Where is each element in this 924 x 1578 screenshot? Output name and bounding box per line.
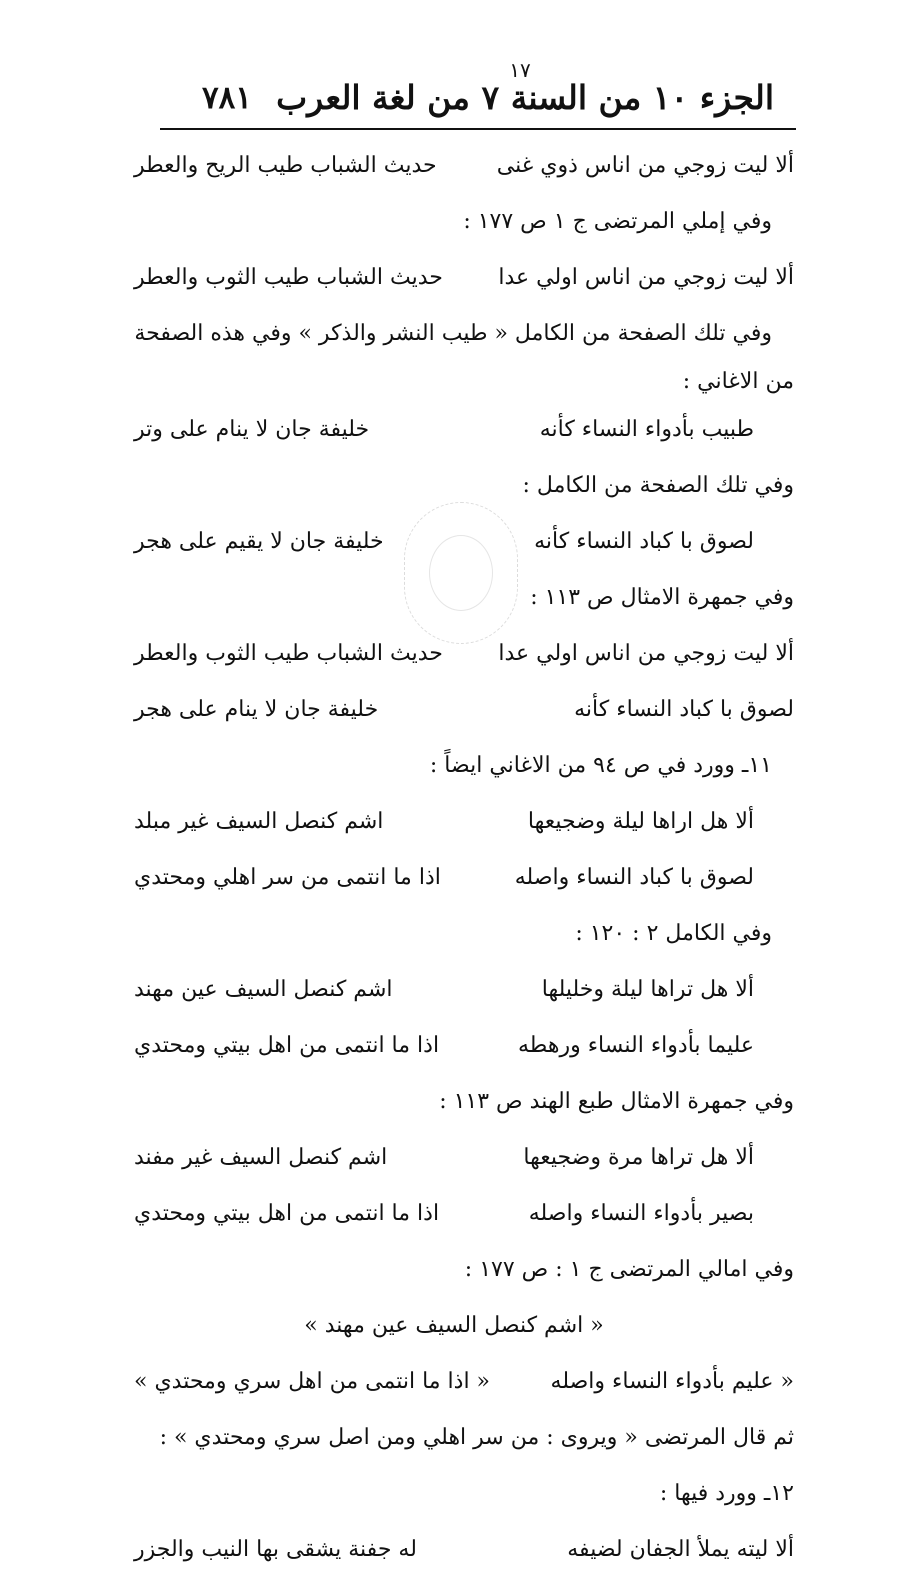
prose-line: وفي تلك الصفحة من الكامل « طيب النشر والذكر » وفي هذه الصفحة (134, 321, 772, 346)
verse-first-hemistich: لصوق با كباد النساء واصله (514, 865, 754, 890)
verse-line (114, 1186, 794, 1242)
header-mark: ١٧ (509, 58, 531, 82)
verse-first-hemistich: طبيب بأدواء النساء كأنه (539, 417, 754, 442)
prose-line: وفي امالي المرتضى ج ١ : ص ١٧٧ : (464, 1257, 794, 1282)
prose-line: من الاغاني : (682, 369, 794, 394)
prose-line: وفي جمهرة الامثال طبع الهند ص ١١٣ : (439, 1089, 794, 1114)
verse-first-hemistich: ألا هل تراها ليلة وخليلها (541, 977, 754, 1002)
verse-second-hemistich: اذا ما انتمى من سر اهلي ومحتدي (134, 865, 441, 890)
verse-line (114, 1130, 794, 1186)
verse-second-hemistich: حديث الشباب طيب الثوب والعطر (134, 641, 443, 666)
verse-second-hemistich: خليفة جان لا ينام على هجر (134, 697, 379, 722)
verse-second-hemistich: حديث الشباب طيب الريح والعطر (134, 153, 437, 178)
verse-first-hemistich: ألا هل تراها مرة وضجيعها (523, 1145, 754, 1170)
verse-second-hemistich: اشم كنصل السيف عين مهند (134, 977, 393, 1002)
centered-quote-line: « اشم كنصل السيف عين مهند » (304, 1313, 604, 1338)
prose-line: ثم قال المرتضى « ويروى : من سر اهلي ومن اصل سري ومحتدي » : (159, 1425, 794, 1450)
prose-line: ١١ـ وورد في ص ٩٤ من الاغاني ايضاً : (429, 753, 772, 778)
prose-line: وفي تلك الصفحة من الكامل : (522, 473, 794, 498)
prose-line: وفي إملي المرتضى ج ١ ص ١٧٧ : (463, 209, 772, 234)
verse-line (114, 1522, 794, 1578)
verse-second-hemistich: « اذا ما انتمى من اهل سري ومحتدي » (134, 1369, 491, 1394)
verse-second-hemistich: خليفة جان لا ينام على وتر (134, 417, 370, 442)
verse-first-hemistich: ألا ليت زوجي من اناس اولي عدا (498, 265, 794, 290)
verse-second-hemistich: اذا ما انتمى من اهل بيتي ومحتدي (134, 1033, 440, 1058)
verse-second-hemistich: حديث الشباب طيب الثوب والعطر (134, 265, 443, 290)
verse-first-hemistich: لصوق با كباد النساء كأنه (534, 529, 754, 554)
verse-first-hemistich: عليما بأدواء النساء ورهطه (518, 1033, 754, 1058)
verse-line (114, 962, 794, 1018)
verse-line (114, 626, 794, 682)
header-rule (160, 128, 796, 130)
verse-second-hemistich: اشم كنصل السيف غير مفند (134, 1145, 388, 1170)
verse-line (114, 138, 794, 194)
verse-second-hemistich: اشم كنصل السيف غير مبلد (134, 809, 384, 834)
prose-line: ١٢ـ وورد فيها : (659, 1481, 794, 1506)
verse-line (114, 1018, 794, 1074)
verse-line (114, 1354, 794, 1410)
verse-line (114, 250, 794, 306)
prose-line: وفي الكامل ٢ : ١٢٠ : (575, 921, 772, 946)
verse-second-hemistich: خليفة جان لا يقيم على هجر (134, 529, 384, 554)
verse-first-hemistich: بصير بأدواء النساء واصله (528, 1201, 754, 1226)
verse-line (114, 402, 794, 458)
verse-line (114, 682, 794, 738)
verse-line (114, 514, 794, 570)
verse-first-hemistich: ألا ليت زوجي من اناس ذوي غنى (496, 153, 794, 178)
verse-first-hemistich: ألا ليت زوجي من اناس اولي عدا (498, 641, 794, 666)
page-body (114, 138, 794, 1578)
prose-line: وفي جمهرة الامثال ص ١١٣ : (530, 585, 794, 610)
verse-first-hemistich: ألا ليته يملأ الجفان لضيفه (567, 1537, 794, 1562)
verse-first-hemistich: « عليم بأدواء النساء واصله (550, 1369, 794, 1394)
verse-line (114, 850, 794, 906)
verse-first-hemistich: ألا هل اراها ليلة وضجيعها (527, 809, 754, 834)
verse-second-hemistich: اذا ما انتمى من اهل بيتي ومحتدي (134, 1201, 440, 1226)
running-header-title: الجزء ١٠ من السنة ٧ من لغة العرب (276, 78, 774, 117)
verse-second-hemistich: له جفنة يشقى بها النيب والجزر (134, 1537, 417, 1562)
verse-line (114, 794, 794, 850)
page-number: ٧٨١ (202, 80, 252, 116)
verse-first-hemistich: لصوق با كباد النساء كأنه (574, 697, 794, 722)
